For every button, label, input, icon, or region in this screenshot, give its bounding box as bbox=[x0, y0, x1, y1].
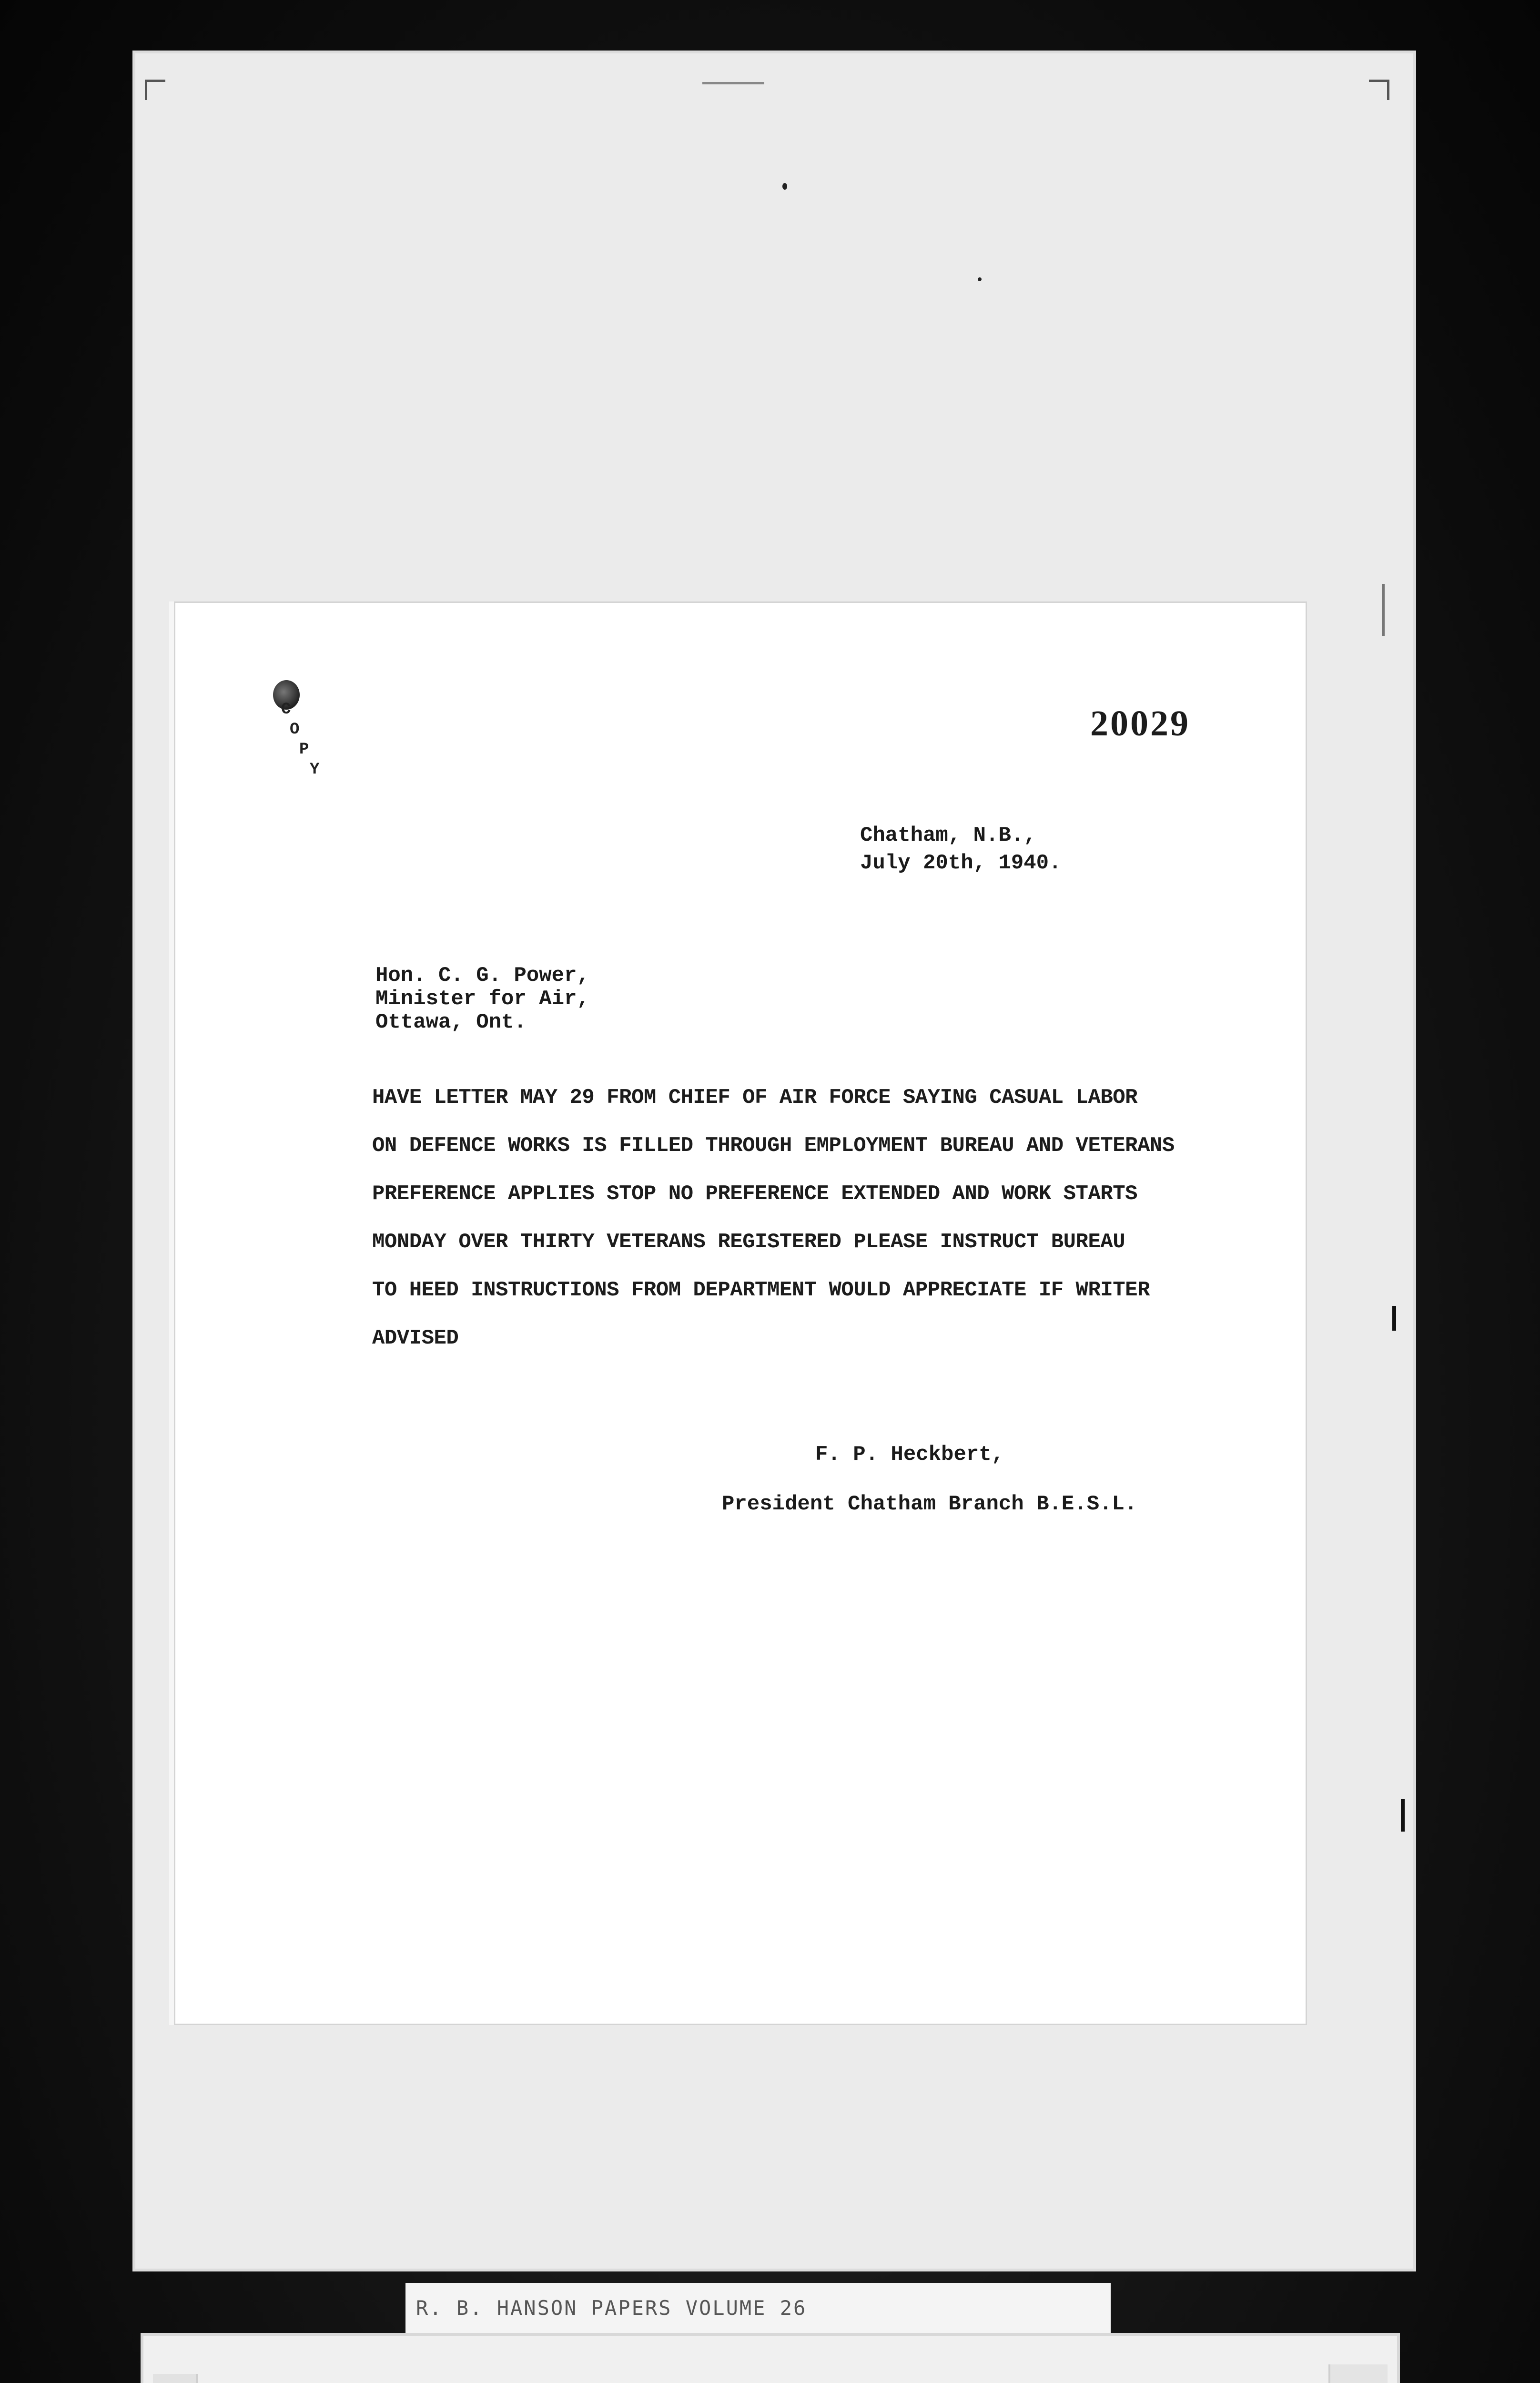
dust-speck bbox=[782, 183, 787, 190]
archive-card bbox=[141, 2333, 1400, 2383]
letter-place: Chatham, N.B., bbox=[860, 824, 1036, 847]
tape-right bbox=[1328, 2364, 1388, 2383]
copy-letter-o: O bbox=[290, 721, 300, 739]
body-line: ADVISED bbox=[372, 1326, 459, 1350]
corner-mark-top-left bbox=[145, 80, 165, 100]
tape-left bbox=[153, 2374, 198, 2383]
edge-mark bbox=[1382, 584, 1385, 636]
signatory-name: F. P. Heckbert, bbox=[815, 1443, 1004, 1466]
document-number: 20029 bbox=[1090, 703, 1190, 743]
signatory-title: President Chatham Branch B.E.S.L. bbox=[722, 1492, 1137, 1516]
body-line: HAVE LETTER MAY 29 FROM CHIEF OF AIR FORCE SAYING CASUAL LABOR bbox=[372, 1086, 1138, 1110]
body-line: MONDAY OVER THIRTY VETERANS REGISTERED PLEASE INSTRUCT BUREAU bbox=[372, 1230, 1125, 1254]
body-line: ON DEFENCE WORKS IS FILLED THROUGH EMPLOYMENT BUREAU AND VETERANS bbox=[372, 1134, 1175, 1158]
addressee-location: Ottawa, Ont. bbox=[375, 1010, 527, 1034]
letter-body bbox=[372, 1086, 1175, 1375]
copy-letter-c: C bbox=[281, 701, 291, 719]
top-tab-mark bbox=[702, 82, 764, 84]
addressee-title: Minister for Air, bbox=[375, 987, 589, 1011]
dust-speck bbox=[978, 277, 982, 281]
letter-date: July 20th, 1940. bbox=[860, 851, 1062, 875]
copy-letter-p: P bbox=[299, 741, 309, 759]
reference-label: R. B. HANSON PAPERS VOLUME 26 bbox=[405, 2283, 1111, 2338]
letter-page bbox=[174, 601, 1307, 2025]
addressee-name: Hon. C. G. Power, bbox=[375, 964, 589, 988]
body-line: TO HEED INSTRUCTIONS FROM DEPARTMENT WOULD APPRECIATE IF WRITER bbox=[372, 1278, 1150, 1302]
copy-letter-y: Y bbox=[310, 761, 320, 779]
edge-mark bbox=[1392, 1306, 1396, 1331]
edge-mark bbox=[1401, 1799, 1405, 1832]
corner-mark-top-right bbox=[1369, 80, 1389, 100]
body-line: PREFERENCE APPLIES STOP NO PREFERENCE EXTENDED AND WORK STARTS bbox=[372, 1182, 1138, 1206]
copy-stamp bbox=[281, 701, 324, 796]
